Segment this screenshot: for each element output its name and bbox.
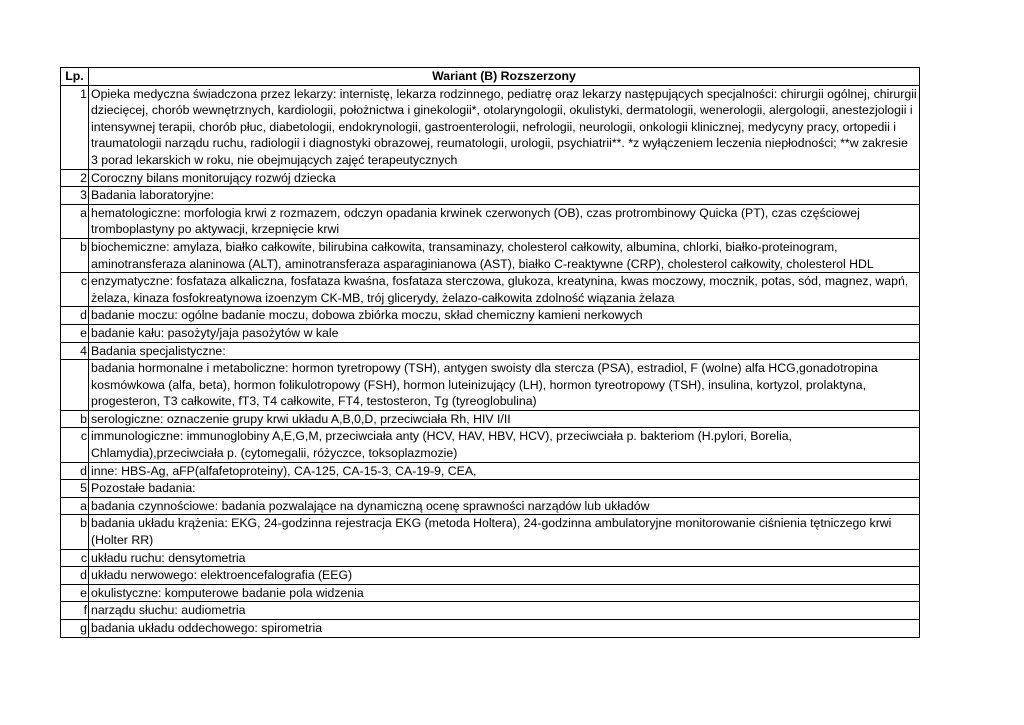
table-row (61, 204, 920, 238)
table-row (61, 410, 920, 428)
row-number: d (61, 307, 89, 325)
row-number: 5 (61, 480, 89, 498)
row-description: Badania specjalistyczne: (89, 342, 920, 360)
row-number: a (61, 497, 89, 515)
table-row (61, 238, 920, 272)
row-description: enzymatyczne: fosfataza alkaliczna, fosfataza kwaśna, fosfataza sterczowa, glukoza, kreatynina, kwas moczowy, mocznik, potas, sód, magnez, wapń, żelaza, kinaza fosfokreatynowa izoenzym CK-MB, trój glicerydy, żelazo-całkowita zdolność wiązania żelaza (89, 273, 920, 307)
row-number: b (61, 238, 89, 272)
row-number: 1 (61, 85, 89, 169)
row-description: okulistyczne: komputerowe badanie pola widzenia (89, 584, 920, 602)
row-description: badania układu krążenia: EKG, 24-godzinna rejestracja EKG (metoda Holtera), 24-godzinna ambulatoryjne monitorowanie ciśnienia tętniczego krwi (Holter RR) (89, 515, 920, 549)
row-description: układu ruchu: densytometria (89, 549, 920, 567)
table-row (61, 480, 920, 498)
table-row (61, 584, 920, 602)
table-row (61, 324, 920, 342)
row-description: biochemiczne: amylaza, białko całkowite, bilirubina całkowita, transaminazy, cholesterol całkowity, albumina, chlorki, białko-proteinogram, aminotransferaza alaninowa (ALT), aminotransferaza asparaginianowa (AST), białko C-reaktywne (CRP), cholesterol całkowity, cholesterol HDL (89, 238, 920, 272)
column-header-lp: Lp. (61, 68, 89, 86)
row-description: badania czynnościowe: badania pozwalające na dynamiczną ocenę sprawności narządów lub układów (89, 497, 920, 515)
row-description: hematologiczne: morfologia krwi z rozmazem, odczyn opadania krwinek czerwonych (OB), czas protrombinowy Quicka (PT), czas częściowej tromboplastyny po aktywacji, krzepnięcie krwi (89, 204, 920, 238)
table-row (61, 515, 920, 549)
row-description: Coroczny bilans monitorujący rozwój dziecka (89, 169, 920, 187)
table-row (61, 85, 920, 169)
row-number: d (61, 567, 89, 585)
table-row (61, 360, 920, 411)
row-description: układu nerwowego: elektroencefalografia (EEG) (89, 567, 920, 585)
row-number: f (61, 602, 89, 620)
row-number: e (61, 584, 89, 602)
row-number: 2 (61, 169, 89, 187)
table-row (61, 273, 920, 307)
row-description: narządu słuchu: audiometria (89, 602, 920, 620)
table-body (61, 85, 920, 637)
benefits-table (60, 67, 920, 638)
row-number: c (61, 549, 89, 567)
row-number: c (61, 428, 89, 462)
table-row (61, 497, 920, 515)
row-number: b (61, 410, 89, 428)
column-header-variant: Wariant (B) Rozszerzony (89, 68, 920, 86)
table-row (61, 567, 920, 585)
table-row (61, 342, 920, 360)
row-description: inne: HBS-Ag, aFP(alfafetoproteiny), CA-125, CA-15-3, CA-19-9, CEA, (89, 462, 920, 480)
row-number: 4 (61, 342, 89, 360)
row-description: Badania laboratoryjne: (89, 187, 920, 205)
table-row (61, 169, 920, 187)
row-description: badanie moczu: ogólne badanie moczu, dobowa zbiórka moczu, skład chemiczny kamieni nerkowych (89, 307, 920, 325)
table-header-row (61, 68, 920, 86)
row-description: badanie kału: pasożyty/jaja pasożytów w kale (89, 324, 920, 342)
row-description: badania układu oddechowego: spirometria (89, 620, 920, 638)
row-number: g (61, 620, 89, 638)
table-row (61, 620, 920, 638)
row-number: d (61, 462, 89, 480)
table-row (61, 187, 920, 205)
row-description: Opieka medyczna świadczona przez lekarzy: internistę, lekarza rodzinnego, pediatrę oraz lekarzy następujących specjalności: chirurgii ogólnej, chirurgii dziecięcej, chorób wewnętrznych, kardiologii, położnictwa i ginekologii*, otolaryngologii, okulistyki, dermatologii, wenerologii, alergologii, anestezjologii i intensywnej terapii, chorób płuc, diabetologii, endokrynologii, gastroenterologii, nefrologii, neurologii, onkologii klinicznej, medycyny pracy, ortopedii i traumatologii narządu ruchu, radiologii i diagnostyki obrazowej, reumatologii, urologii, psychiatrii**. *z wyłączeniem leczenia niepłodności; **w zakresie 3 porad lekarskich w roku, nie obejmujących zajęć terapeutycznych (89, 85, 920, 169)
table-row (61, 428, 920, 462)
table-row (61, 462, 920, 480)
row-number: a (61, 204, 89, 238)
row-number: 3 (61, 187, 89, 205)
row-number: b (61, 515, 89, 549)
table-row (61, 602, 920, 620)
row-description: badania hormonalne i metaboliczne: hormon tyretropowy (TSH), antygen swoisty dla stercza (PSA), estradiol, F (wolne) alfa HCG,gonadotropina kosmówkowa (alfa, beta), hormon folikulotropowy (FSH), hormon luteinizujący (LH), hormon tyreotropowy (TSH), insulina, kortyzol, prolaktyna, progesteron, T3 całkowite, fT3, T4 całkowite, FT4, testosteron, Tg (tyreoglobulina) (89, 360, 920, 411)
row-number: e (61, 324, 89, 342)
table-row (61, 307, 920, 325)
table-row (61, 549, 920, 567)
row-description: Pozostałe badania: (89, 480, 920, 498)
row-description: serologiczne: oznaczenie grupy krwi układu A,B,0,D, przeciwciała Rh, HIV I/II (89, 410, 920, 428)
row-number: c (61, 273, 89, 307)
row-description: immunologiczne: immunoglobiny A,E,G,M, przeciwciała anty (HCV, HAV, HBV, HCV), przeciwciała p. bakteriom (H.pylori, Borelia, Chlamydia),przeciwciała p. (cytomegalii, różyczce, toksoplazmozie) (89, 428, 920, 462)
row-number (61, 360, 89, 411)
